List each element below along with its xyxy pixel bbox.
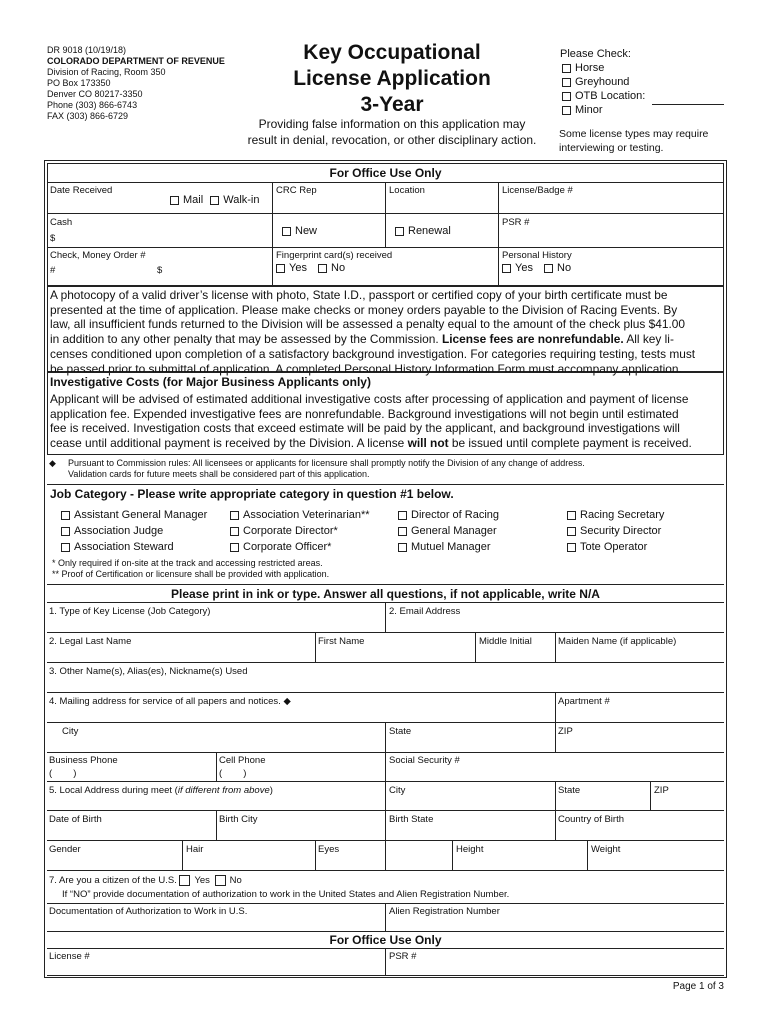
middle-initial-label: Middle Initial: [479, 636, 532, 647]
country-of-birth-label: Country of Birth: [558, 814, 624, 825]
intro-line: presented at the time of application. Please make checks or money orders payable to the Division of Racing Events. By: [50, 302, 678, 317]
weight-label: Weight: [591, 844, 621, 855]
divider: [182, 840, 183, 870]
mutuel-manager-checkbox[interactable]: [398, 543, 407, 552]
note-line: Some license types may require: [559, 128, 709, 140]
first-name-label: First Name: [318, 636, 365, 647]
divider: [385, 722, 386, 752]
address-line: Phone (303) 866-6743: [47, 100, 138, 110]
q7-label: 7. Are you a citizen of the U.S.: [49, 875, 177, 887]
footnote: * Only required if on-site at the track and accessing restricted areas.: [52, 558, 323, 568]
investigative-line: fee is received. Investigation costs that exceed estimate will be paid by the applicant, and background investigations will: [50, 421, 680, 436]
address-change-notice: [68, 458, 585, 480]
divider: [47, 632, 724, 633]
intro-line: [50, 332, 721, 347]
security-director-checkbox[interactable]: [567, 527, 576, 536]
notice-line: Pursuant to Commission rules: All licensees or applicants for licensure shall promptly notify the Division of any change of address.: [68, 458, 585, 468]
job-option-label: Racing Secretary: [580, 509, 665, 521]
walk-in-label: Walk-in: [223, 194, 260, 206]
divider: [498, 182, 499, 286]
divider: [47, 931, 724, 932]
form-id: DR 9018 (10/19/18): [47, 45, 127, 55]
divider: [555, 632, 556, 662]
tote-operator-checkbox[interactable]: [567, 543, 576, 552]
job-option-label: Association Steward: [74, 541, 174, 553]
mail-checkbox[interactable]: [170, 196, 179, 205]
divider: [385, 948, 386, 975]
warning-line: Providing false information on this application may: [258, 117, 526, 131]
investigative-text: be issued until complete payment is received.: [451, 436, 692, 451]
no-label: No: [557, 262, 572, 274]
address-line: Division of Racing, Room 350: [47, 67, 166, 77]
q5-text: ): [269, 785, 273, 796]
divider: [47, 692, 724, 693]
q5-local-address-label: [49, 785, 273, 796]
walk-in-checkbox[interactable]: [210, 196, 219, 205]
minor-checkbox[interactable]: [562, 106, 571, 115]
corporate-director-checkbox[interactable]: [230, 527, 239, 536]
local-state-label: State: [558, 785, 581, 796]
investigative-heading: Investigative Costs (for Major Business Applicants only): [50, 375, 371, 389]
horse-checkbox[interactable]: [562, 64, 571, 73]
fingerprint-no-checkbox[interactable]: [318, 264, 327, 273]
intro-paragraph: [50, 288, 721, 376]
job-column-4: [567, 507, 664, 555]
divider: [216, 752, 217, 781]
divider: [315, 840, 316, 870]
investigative-text: cease until additional payment is received by the Division. A license: [50, 436, 405, 451]
work-authorization-label: Documentation of Authorization to Work in U.S.: [49, 906, 248, 917]
q4-mailing-address-label: 4. Mailing address for service of all papers and notices. ◆: [49, 696, 291, 707]
personal-history-label: Personal History: [502, 250, 572, 261]
psr-number-label: PSR #: [389, 951, 417, 962]
location-label: Location: [389, 185, 425, 196]
address-block: [47, 67, 166, 122]
investigative-line: application fee. Expended investigative fees are nonrefundable. Background investigations will not begin until estimated: [50, 406, 679, 421]
q5-italic: if different from above: [177, 785, 270, 796]
hair-label: Hair: [186, 844, 204, 855]
divider: [47, 247, 724, 248]
q7-citizenship: [49, 875, 242, 886]
business-phone-area-code: ( ): [49, 768, 77, 779]
q5-text: 5. Local Address during meet (: [49, 785, 178, 796]
divider: [385, 182, 386, 247]
mailing-city-label: City: [62, 726, 79, 737]
title-line: Key Occupational: [303, 41, 481, 64]
will-not-emphasis: will not: [407, 436, 449, 451]
intro-text: in addition to any other penalty that may be assessed by the Commission.: [50, 332, 439, 347]
cash-label: Cash: [50, 217, 73, 228]
personal-history-options: [502, 262, 571, 274]
association-steward-checkbox[interactable]: [61, 543, 70, 552]
q3-other-names-label: 3. Other Name(s), Alias(es), Nickname(s) Used: [49, 666, 248, 677]
horse-label: Horse: [575, 62, 605, 74]
divider: [47, 484, 724, 485]
cell-phone-area-code: ( ): [219, 768, 247, 779]
new-option: [282, 225, 317, 237]
divider: [555, 781, 556, 840]
divider: [475, 632, 476, 662]
office-use-title: For Office Use Only: [329, 166, 442, 180]
q1-license-type-label: 1. Type of Key License (Job Category): [49, 606, 211, 617]
divider: [272, 182, 273, 286]
local-zip-label: ZIP: [654, 785, 669, 796]
local-city-label: City: [389, 785, 406, 796]
new-checkbox[interactable]: [282, 227, 291, 236]
association-veterinarian-checkbox[interactable]: [230, 511, 239, 520]
note-line: interviewing or testing.: [559, 142, 664, 154]
false-info-warning: [222, 116, 562, 148]
birth-city-label: Birth City: [219, 814, 258, 825]
intro-line: be passed prior to submittal of application. A completed Personal History Information Form must accompany application.: [50, 361, 682, 376]
general-manager-checkbox[interactable]: [398, 527, 407, 536]
apartment-label: Apartment #: [558, 696, 610, 707]
fingerprint-yes-checkbox[interactable]: [276, 264, 285, 273]
corporate-officer-checkbox[interactable]: [230, 543, 239, 552]
page-number: Page 1 of 3: [672, 981, 724, 992]
racing-secretary-checkbox[interactable]: [567, 511, 576, 520]
legal-last-name-label: 2. Legal Last Name: [49, 636, 132, 647]
maiden-name-label: Maiden Name (if applicable): [558, 636, 677, 647]
q2-email-label: 2. Email Address: [389, 606, 461, 617]
job-option-label: Mutuel Manager: [411, 541, 491, 553]
job-option-label: Director of Racing: [411, 509, 500, 521]
divider: [650, 781, 651, 810]
yes-label: Yes: [289, 262, 307, 274]
q7-note: If “NO” provide documentation of authorization to work in the United States and Alien Registration Number.: [62, 889, 510, 900]
mailing-zip-label: ZIP: [558, 726, 573, 737]
job-footnotes: [52, 558, 329, 580]
greyhound-checkbox[interactable]: [562, 78, 571, 87]
address-line: Denver CO 80217-3350: [47, 89, 143, 99]
personal-history-no-checkbox[interactable]: [544, 264, 553, 273]
crc-rep-label: CRC Rep: [276, 185, 317, 196]
intro-line: law, all insufficient funds returned to the Division will be assessed a penalty equal to the amount of the check plus $41.00: [50, 317, 685, 332]
eyes-label: Eyes: [318, 844, 340, 855]
job-column-3: [398, 507, 499, 555]
warning-line: result in denial, revocation, or other disciplinary action.: [247, 133, 537, 147]
address-line: FAX (303) 866-6729: [47, 111, 129, 121]
job-option-label: Assistant General Manager: [74, 509, 208, 521]
height-label: Height: [456, 844, 484, 855]
notice-line: Validation cards for future meets shall be considered part of this application.: [68, 469, 370, 479]
mail-label: Mail: [183, 194, 204, 206]
department-name: COLORADO DEPARTMENT OF REVENUE: [47, 56, 225, 66]
job-option-label: Tote Operator: [580, 541, 648, 553]
minor-label: Minor: [575, 104, 603, 116]
job-option-label: Security Director: [580, 525, 662, 537]
otb-location-checkbox[interactable]: [562, 92, 571, 101]
divider: [216, 810, 217, 840]
license-type-checklist: [560, 47, 645, 117]
yes-label: Yes: [515, 262, 533, 274]
divider: [385, 903, 386, 931]
business-phone-label: Business Phone: [49, 755, 118, 766]
job-option-label: Association Judge: [74, 525, 164, 537]
divider: [385, 752, 386, 870]
job-column-2: [230, 507, 370, 555]
citizen-yes-checkbox[interactable]: [179, 875, 190, 886]
title-line: 3-Year: [360, 93, 424, 116]
renewal-checkbox[interactable]: [395, 227, 404, 236]
mailing-state-label: State: [389, 726, 412, 737]
intro-line: A photocopy of a valid driver’s license with photo, State I.D., passport or certified copy of your birth certificate must be: [50, 288, 668, 302]
citizen-no-checkbox[interactable]: [215, 875, 226, 886]
no-label: No: [229, 875, 242, 887]
diamond-bullet-icon: ◆: [49, 458, 56, 468]
job-option-label: General Manager: [411, 525, 497, 537]
divider: [587, 840, 588, 870]
gender-label: Gender: [49, 844, 81, 855]
cell-phone-label: Cell Phone: [219, 755, 266, 766]
birth-state-label: Birth State: [389, 814, 434, 825]
director-of-racing-checkbox[interactable]: [398, 511, 407, 520]
license-badge-label: License/Badge #: [502, 185, 573, 196]
alien-registration-label: Alien Registration Number: [389, 906, 500, 917]
association-judge-checkbox[interactable]: [61, 527, 70, 536]
job-category-heading: Job Category - Please write appropriate category in question #1 below.: [50, 487, 454, 501]
testing-note: [559, 127, 708, 155]
new-label: New: [295, 225, 318, 237]
footnote: ** Proof of Certification or licensure shall be provided with application.: [52, 569, 330, 579]
check-money-order-label: Check, Money Order #: [50, 250, 146, 261]
divider: [452, 840, 453, 870]
intro-text: All key li-: [626, 332, 674, 347]
please-check-label: Please Check:: [560, 48, 631, 60]
investigative-paragraph: [50, 392, 721, 451]
intro-line: censes conditioned upon completion of a satisfactory background investigation. For categories requiring testing, tests must: [50, 346, 696, 361]
fingerprint-options: [276, 262, 345, 274]
date-received-label: Date Received: [50, 185, 113, 196]
divider: [47, 584, 724, 585]
fingerprint-label: Fingerprint card(s) received: [276, 250, 393, 261]
nonrefundable-notice: License fees are nonrefundable.: [441, 332, 624, 347]
job-option-label: Association Veterinarian**: [243, 509, 370, 521]
ssn-label: Social Security #: [389, 755, 460, 766]
job-option-label: Corporate Director*: [243, 525, 338, 537]
divider: [385, 602, 386, 632]
page-title: [272, 40, 512, 118]
address-line: PO Box 173350: [47, 78, 111, 88]
divider: [47, 662, 724, 663]
psr-label: PSR #: [502, 217, 530, 228]
date-of-birth-label: Date of Birth: [49, 814, 102, 825]
license-number-label: License #: [49, 951, 90, 962]
form-instructions: Please print in ink or type. Answer all questions, if not applicable, write N/A: [171, 587, 600, 601]
title-line: License Application: [293, 67, 491, 90]
yes-label: Yes: [194, 875, 210, 887]
otb-location-line[interactable]: [652, 104, 724, 105]
divider: [555, 692, 556, 752]
divider: [47, 870, 724, 871]
assistant-general-manager-checkbox[interactable]: [61, 511, 70, 520]
cash-dollar-sign: $: [50, 233, 56, 244]
otb-location-label: OTB Location:: [575, 90, 646, 102]
investigative-line: Applicant will be advised of estimated additional investigative costs after processing of application and payment of license: [50, 392, 689, 406]
renewal-option: [395, 225, 451, 237]
renewal-label: Renewal: [408, 225, 451, 237]
divider: [47, 975, 724, 976]
check-number-hash: #: [50, 265, 56, 276]
no-label: No: [331, 262, 346, 274]
check-amount-dollar: $: [157, 265, 163, 276]
investigative-line: [50, 436, 721, 451]
receipt-method: [170, 194, 260, 206]
job-option-label: Corporate Officer*: [243, 541, 332, 553]
office-use-bottom-title: For Office Use Only: [329, 933, 442, 947]
personal-history-yes-checkbox[interactable]: [502, 264, 511, 273]
divider: [315, 632, 316, 662]
greyhound-label: Greyhound: [575, 76, 630, 88]
job-column-1: [61, 507, 207, 555]
